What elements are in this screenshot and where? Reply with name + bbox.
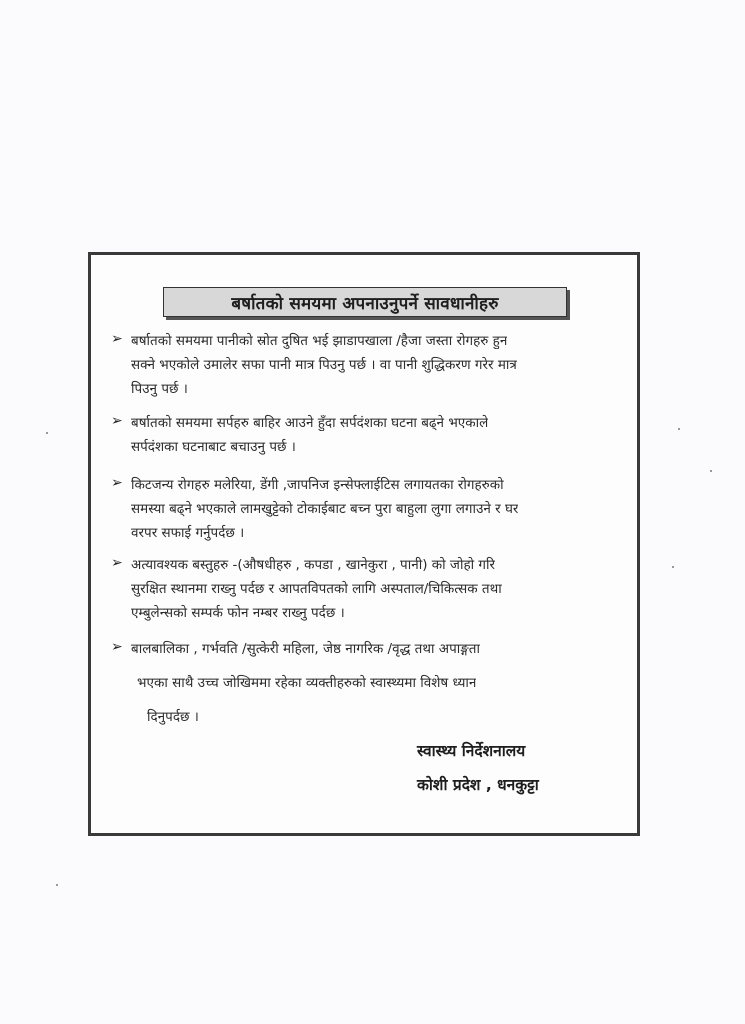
signature-office: स्वास्थ्य निर्देशनालय <box>417 742 526 760</box>
precaution-line: पिउनु पर्छ । <box>131 381 188 397</box>
precaution-line: सक्ने भएकोले उमालेर सफा पानी मात्र पिउनु पर्छ । वा पानी शुद्धिकरण गरेर मात्र <box>131 357 517 373</box>
signature-location: कोशी प्रदेश , धनकुट्टा <box>417 776 539 794</box>
scan-speck <box>46 432 48 434</box>
precaution-line: समस्या बढ्ने भएकाले लामखुट्टेको टोकाईबाट बच्न पुरा बाहुला लुगा लगाउने र घर <box>131 501 519 517</box>
precaution-line: भएका साथै उच्च जोखिममा रहेका व्यक्तीहरुको स्वास्थ्यमा विशेष ध्यान <box>137 675 477 691</box>
precaution-line: वरपर सफाई गर्नुपर्दछ । <box>131 525 245 541</box>
arrow-bullet-icon: ➢ <box>111 475 123 491</box>
precaution-line: अत्यावश्यक बस्तुहरु -(औषधीहरु , कपडा , खानेकुरा , पानी) को जोहो गरि <box>131 557 496 573</box>
arrow-bullet-icon: ➢ <box>111 413 123 429</box>
scan-speck <box>710 470 712 472</box>
precaution-line: किटजन्य रोगहरु मलेरिया, डेंगी ,जापनिज इन्सेफ्लाईटिस लगायतका रोगहरुको <box>131 477 504 493</box>
precaution-line: एम्बुलेन्सको सम्पर्क फोन नम्बर राख्नु पर्दछ । <box>131 605 345 621</box>
precaution-line: सुरक्षित स्थानमा राख्नु पर्दछ र आपतविपतको लागि अस्पताल/चिकित्सक तथा <box>131 581 502 597</box>
notice-box <box>88 252 640 836</box>
precaution-line: सर्पदंशका घटनाबाट बचाउनु पर्छ । <box>131 439 296 455</box>
notice-title: बर्षातको समयमा अपनाउनुपर्ने सावधानीहरु <box>163 287 567 317</box>
precaution-line: बर्षातको समयमा पानीको स्रोत दुषित भई झाडापखाला /हैजा जस्ता रोगहरु हुन <box>131 333 508 349</box>
arrow-bullet-icon: ➢ <box>111 555 123 571</box>
precaution-line: बर्षातको समयमा सर्पहरु बाहिर आउने हुँदा सर्पदंशका घटना बढ्ने भएकाले <box>131 415 489 431</box>
scan-speck <box>678 428 680 430</box>
scan-speck <box>56 884 58 886</box>
precaution-line: दिनुपर्दछ । <box>147 709 199 725</box>
precaution-line: बालबालिका , गर्भवति /सुत्केरी महिला, जेष्ठ नागरिक /वृद्ध तथा अपाङ्गता <box>131 641 480 657</box>
arrow-bullet-icon: ➢ <box>111 639 123 655</box>
scan-speck <box>672 566 674 568</box>
arrow-bullet-icon: ➢ <box>111 331 123 347</box>
